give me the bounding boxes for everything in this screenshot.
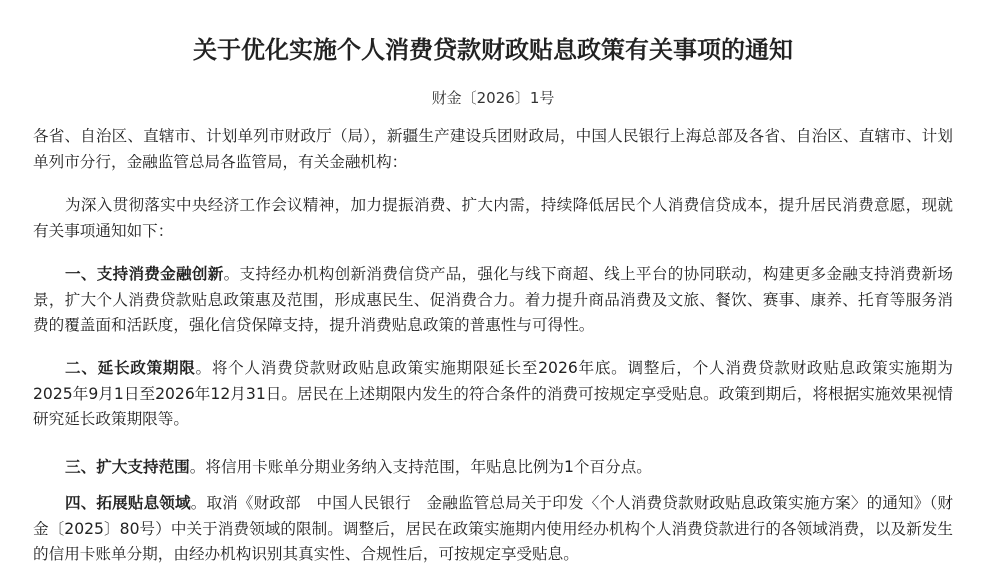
section-3-heading: 三、扩大支持范围 xyxy=(65,458,190,476)
section-3-paragraph xyxy=(33,455,953,481)
section-1-paragraph xyxy=(33,262,953,339)
addressee-paragraph: 各省、自治区、直辖市、计划单列市财政厅（局），新疆生产建设兵团财政局，中国人民银行上海总部及各省、自治区、直辖市、计划单列市分行，金融监管总局各监管局，有关金融机构： xyxy=(33,127,953,171)
section-1-text: 。支持经办机构创新消费信贷产品，强化与线下商超、线上平台的协同联动，构建更多金融支持消费新场景，扩大个人消费贷款贴息政策惠及范围，形成惠民生、促消费合力。着力提升商品消费及文旅、餐饮、赛事、康养、托育等服务消费的覆盖面和活跃度，强化信贷保障支持，提升消费贴息政策的普惠性与可得性。 xyxy=(33,265,953,334)
document-number: 财金〔2026〕1号 xyxy=(431,89,555,107)
section-1-heading: 一、支持消费金融创新 xyxy=(65,265,224,283)
section-4-paragraph xyxy=(33,491,953,568)
section-4-heading: 四、拓展贴息领域 xyxy=(65,494,191,512)
section-3-text: 。将信用卡账单分期业务纳入支持范围，年贴息比例为1个百分点。 xyxy=(189,458,652,476)
section-4-text: 。取消《财政部 中国人民银行 金融监管总局关于印发〈个人消费贷款财政贴息政策实施方案〉的通知》（财金〔2025〕80号）中关于消费领域的限制。调整后，居民在政策实施期内使用经办机构个人消费贷款进行的各领域消费，以及新发生的信用卡账单分期，由经办机构识别其真实性、合规性后，可按规定享受贴息。 xyxy=(33,494,953,563)
document-title: 关于优化实施个人消费贷款财政贴息政策有关事项的通知 xyxy=(193,36,793,64)
section-2-paragraph xyxy=(33,356,953,433)
intro-paragraph: 为深入贯彻落实中央经济工作会议精神，加力提振消费、扩大内需，持续降低居民个人消费信贷成本，提升居民消费意愿，现就有关事项通知如下： xyxy=(33,196,953,240)
section-2-heading: 二、延长政策期限 xyxy=(65,359,196,377)
section-2-text: 。将个人消费贷款财政贴息政策实施期限延长至2026年底。调整后，个人消费贷款财政贴息政策实施期为2025年9月1日至2026年12月31日。居民在上述期限内发生的符合条件的消费可按规定享受贴息。政策到期后，将根据实施效果视情研究延长政策期限等。 xyxy=(33,359,953,428)
